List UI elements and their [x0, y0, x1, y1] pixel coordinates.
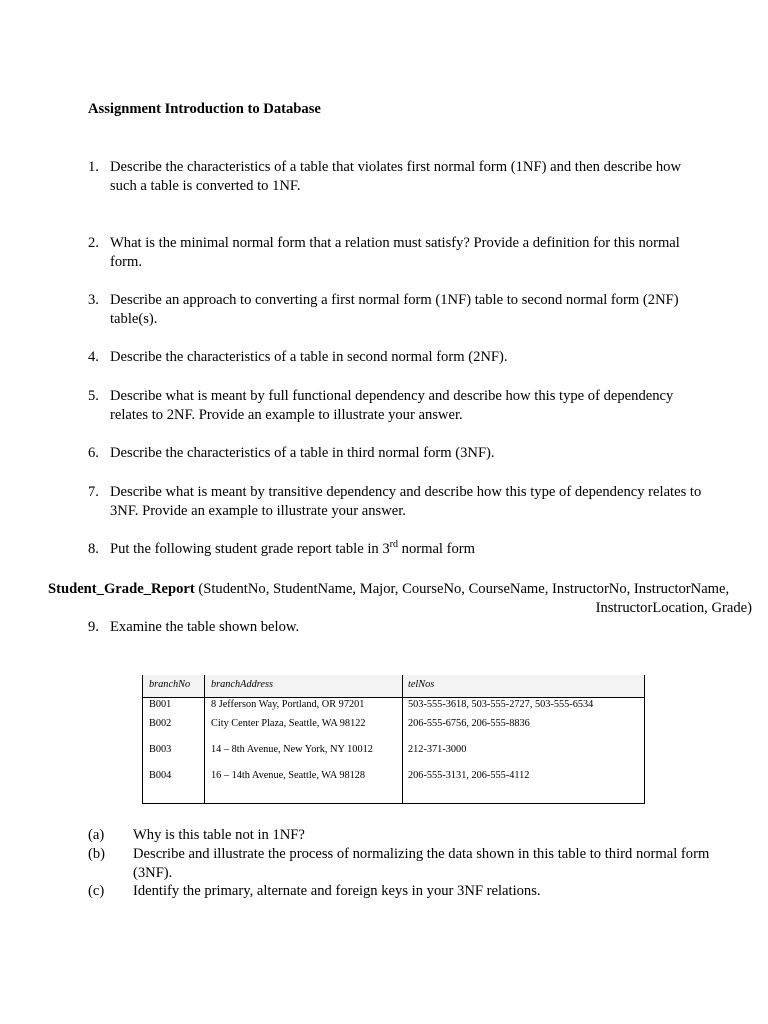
question-number: 2.: [88, 235, 99, 251]
column-header: branchNo: [149, 679, 191, 690]
question-text-part: Put the following student grade report table in 3: [110, 541, 390, 557]
sub-question-text: Identify the primary, alternate and foreign keys in your 3NF relations.: [133, 883, 541, 899]
question-number: 8.: [88, 541, 99, 557]
table-cell: 206-555-3131, 206-555-4112: [408, 770, 530, 781]
sub-question-label: (a): [88, 827, 105, 843]
table-cell: B004: [149, 770, 172, 781]
sub-question-item: [88, 845, 728, 882]
question-item: [88, 483, 708, 520]
column-header: telNos: [408, 679, 435, 690]
question-text: Describe the characteristics of a table that violates first normal form (1NF) and then describe how such a table is converted to 1NF.: [110, 159, 681, 194]
table-border: [142, 675, 143, 803]
sub-question-label: (b): [88, 846, 106, 862]
sub-question-text: Describe and illustrate the process of normalizing the data shown in this table to third normal form (3NF).: [133, 846, 710, 881]
relation-name: Student_Grade_Report: [48, 581, 195, 597]
table-border: [644, 675, 645, 803]
question-item: [88, 291, 708, 328]
relation-attributes: (StudentNo, StudentName, Major, CourseNo, CourseName, InstructorNo, InstructorName,: [194, 581, 730, 597]
question-text: Describe what is meant by transitive dependency and describe how this type of dependency relates to 3NF. Provide an example to illustrate your answer.: [110, 484, 702, 519]
table-cell: B001: [149, 699, 172, 710]
table-cell: 8 Jefferson Way, Portland, OR 97201: [211, 699, 365, 710]
question-number: 3.: [88, 292, 99, 308]
question-text: [110, 540, 708, 559]
table-cell: City Center Plaza, Seattle, WA 98122: [211, 718, 366, 729]
question-number: 1.: [88, 159, 99, 175]
question-number: 9.: [88, 619, 99, 635]
table-cell: B003: [149, 744, 172, 755]
question-item: [88, 348, 708, 367]
question-item: [88, 618, 708, 637]
column-header: branchAddress: [211, 679, 273, 690]
sub-question-label: (c): [88, 883, 105, 899]
question-text: Describe the characteristics of a table in second normal form (2NF).: [110, 349, 508, 365]
question-number: 5.: [88, 388, 99, 404]
table-cell: 14 – 8th Avenue, New York, NY 10012: [211, 744, 373, 755]
sub-question-item: [88, 882, 728, 901]
column-divider: [402, 675, 403, 803]
table-cell: 16 – 14th Avenue, Seattle, WA 98128: [211, 770, 366, 781]
table-cell: 212-371-3000: [408, 744, 467, 755]
ordinal-superscript: rd: [389, 539, 398, 551]
question-text-part: normal form: [398, 541, 476, 557]
question-text: Examine the table shown below.: [110, 619, 300, 635]
page-title: Assignment Introduction to Database: [88, 101, 321, 117]
question-number: 4.: [88, 349, 99, 365]
table-cell: 503-555-3618, 503-555-2727, 503-555-6534: [408, 699, 594, 710]
relation-attributes-continued: InstructorLocation, Grade): [595, 599, 752, 616]
branch-table: [142, 675, 645, 804]
table-cell: 206-555-6756, 206-555-8836: [408, 718, 530, 729]
sub-question-item: [88, 826, 728, 845]
question-text: What is the minimal normal form that a relation must satisfy? Provide a definition for this normal form.: [110, 235, 680, 270]
grade-report-schema: [48, 580, 752, 617]
question-item: [88, 158, 708, 195]
question-item: [88, 540, 708, 559]
table-cell: B002: [149, 718, 172, 729]
question-number: 6.: [88, 445, 99, 461]
question-text: Describe the characteristics of a table in third normal form (3NF).: [110, 445, 495, 461]
question-number: 7.: [88, 484, 99, 500]
question-text: Describe an approach to converting a first normal form (1NF) table to second normal form (2NF) table(s).: [110, 292, 679, 327]
sub-question-text: Why is this table not in 1NF?: [133, 827, 305, 843]
question-item: [88, 387, 708, 424]
question-text: Describe what is meant by full functional dependency and describe how this type of dependency relates to 2NF. Provide an example to illustrate your answer.: [110, 388, 674, 423]
question-item: [88, 234, 708, 271]
column-divider: [204, 675, 205, 803]
question-item: [88, 444, 708, 463]
